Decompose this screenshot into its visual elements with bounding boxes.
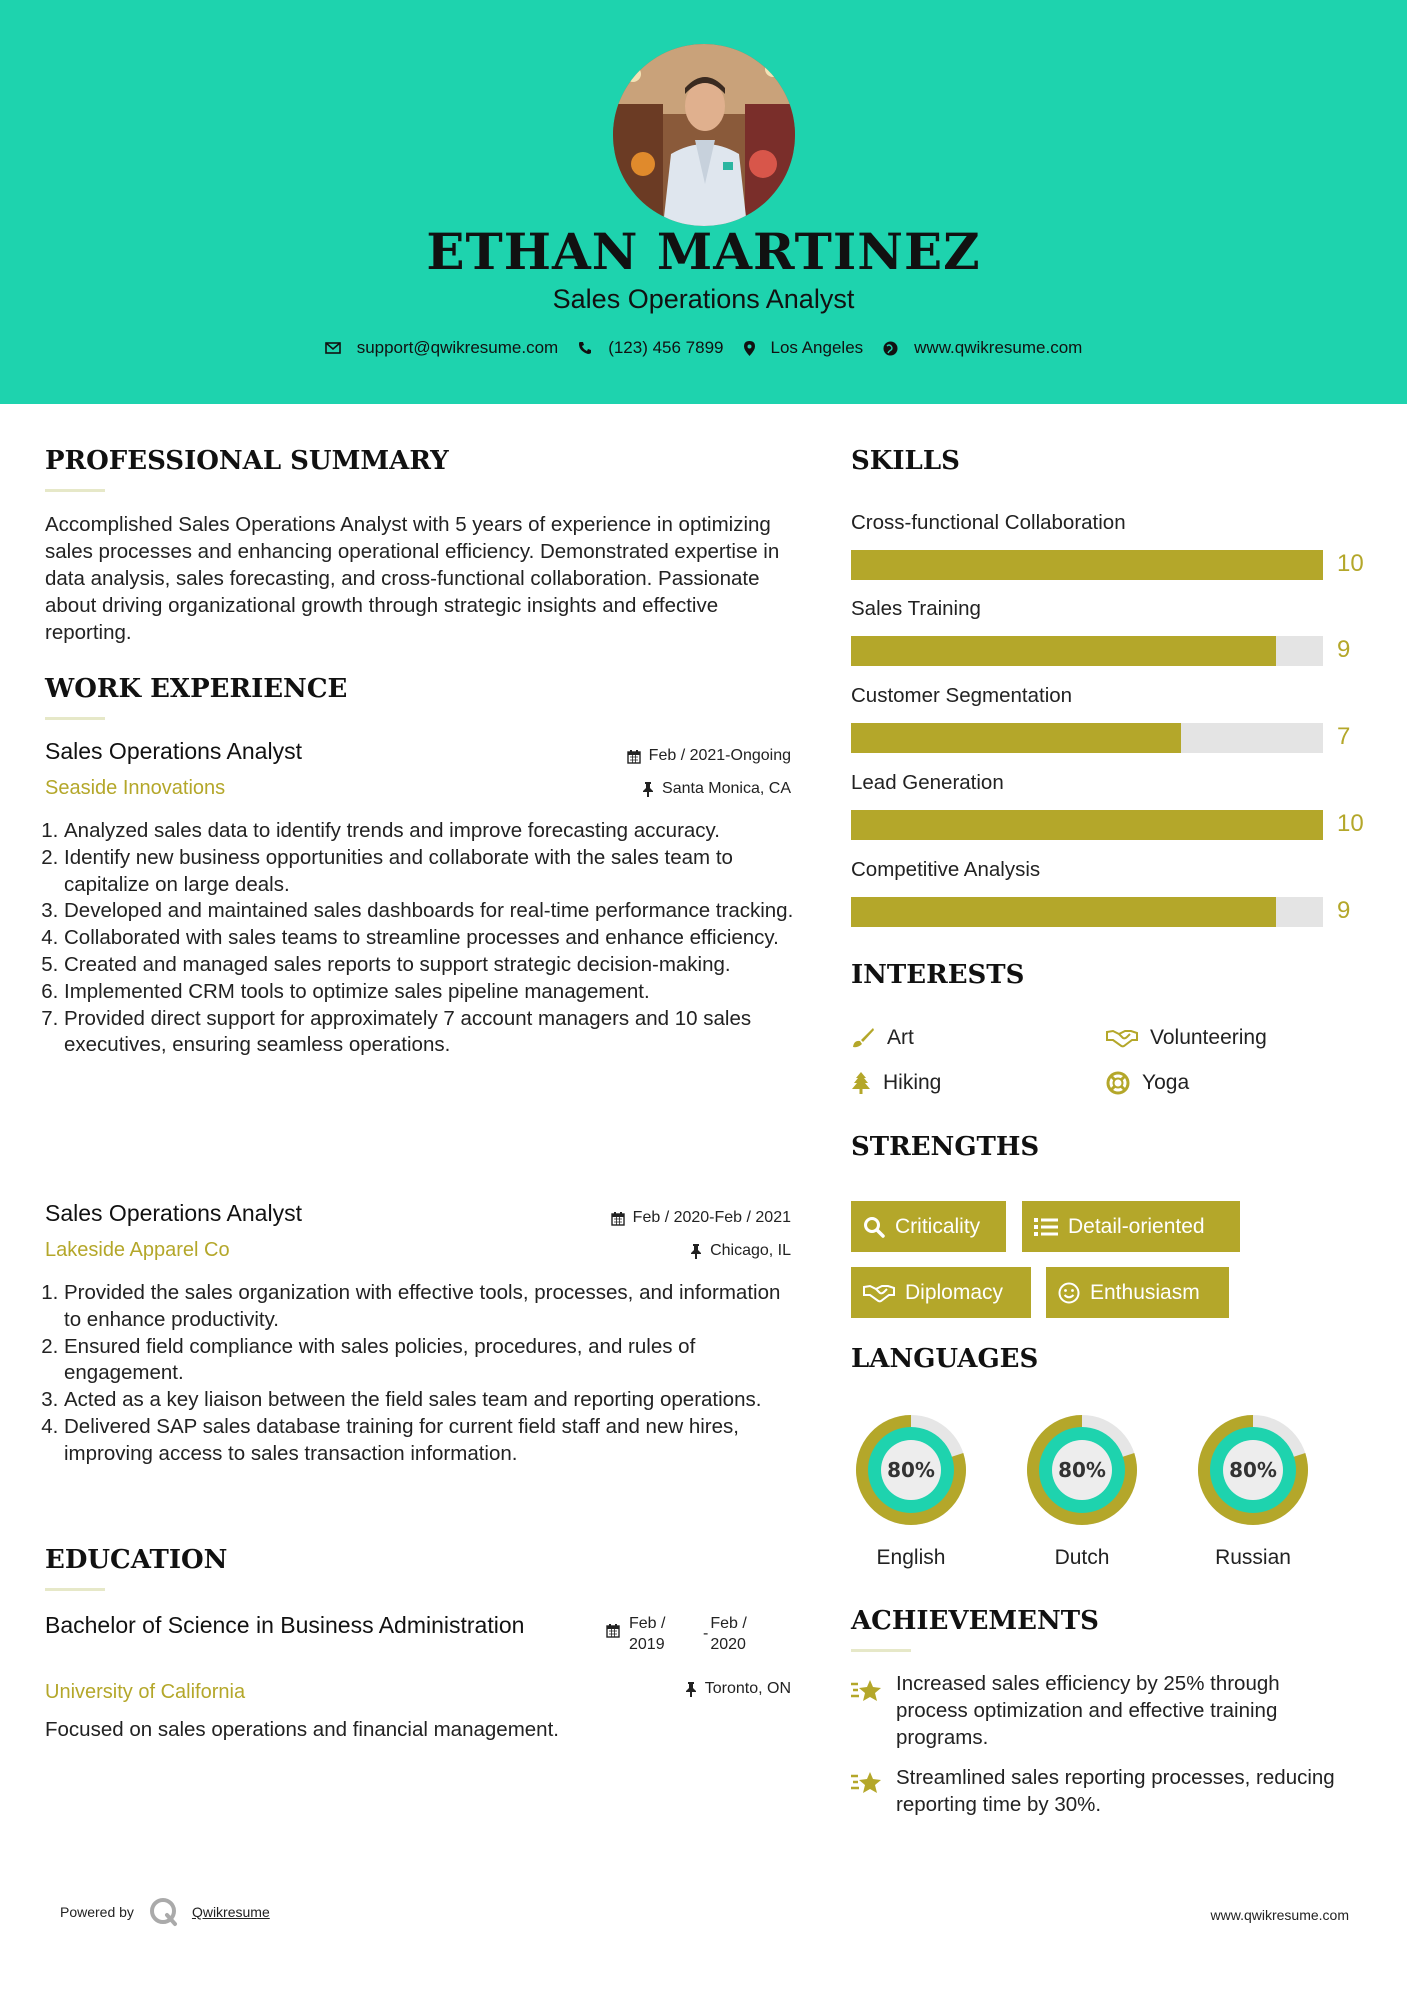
job-1-title: Sales Operations Analyst	[45, 738, 302, 764]
education-end: Feb / 2020	[710, 1615, 747, 1653]
language-ring	[1192, 1409, 1314, 1531]
candidate-name: ETHAN MARTINEZ	[426, 222, 981, 281]
achievement-item: Streamlined sales reporting processes, reducing reporting time by 30%.	[896, 1766, 1335, 1816]
language-name: Russian	[1215, 1546, 1291, 1569]
language-item	[1021, 1409, 1143, 1570]
summary-rule	[45, 489, 105, 492]
interest-hiking	[851, 1071, 941, 1095]
skill-bar-track	[851, 810, 1323, 840]
strength-tag	[1046, 1267, 1229, 1318]
duty-item: 4. Collaborated with sales teams to streamline processes and enhance efficiency.	[64, 925, 796, 952]
interests-heading: INTERESTS	[851, 960, 1025, 990]
strength-label: Criticality	[895, 1214, 981, 1238]
interest-label: Yoga	[1142, 1071, 1190, 1094]
duty-item: 7. Provided direct support for approximately 7 account managers and 10 sales executives, ensuring seamless operations.	[64, 1006, 796, 1060]
skills-heading: SKILLS	[851, 446, 960, 476]
duty-item: 4. Delivered SAP sales database training for current field staff and new hires, improving access to sales transaction information.	[64, 1414, 796, 1468]
language-percent: 80%	[1229, 1458, 1277, 1482]
language-name: English	[876, 1546, 946, 1569]
education-heading: EDUCATION	[45, 1545, 228, 1575]
school: University of California	[45, 1681, 246, 1703]
skill-label: Competitive Analysis	[851, 858, 1041, 881]
duty-item: 5. Created and managed sales reports to support strategic decision-making.	[64, 952, 796, 979]
powered-by-text: Powered by	[60, 1904, 134, 1920]
education-location-text: Toronto, ON	[704, 1680, 791, 1697]
duty-item: 6. Implemented CRM tools to optimize sales pipeline management.	[64, 979, 796, 1006]
job-2-location-text: Chicago, IL	[710, 1242, 791, 1259]
language-ring	[1021, 1409, 1143, 1531]
contact-email[interactable]	[325, 338, 559, 358]
avatar	[613, 44, 795, 226]
job-1-location-text: Santa Monica, CA	[662, 780, 791, 797]
skill-label: Lead Generation	[851, 771, 1004, 794]
pushpin-icon	[690, 1244, 702, 1259]
qwikresume-logo-icon	[148, 1896, 180, 1928]
strength-label: Detail-oriented	[1068, 1214, 1205, 1238]
tree-icon	[851, 1072, 871, 1094]
skill-bar-fill	[851, 810, 1323, 840]
map-pin-icon	[744, 341, 755, 356]
job-2-title: Sales Operations Analyst	[45, 1200, 302, 1226]
experience-rule	[45, 717, 105, 720]
list-icon	[1034, 1217, 1058, 1237]
interest-volunteering	[1106, 1026, 1267, 1050]
phone-icon	[578, 341, 592, 355]
duty-item: 1. Analyzed sales data to identify trends and improve forecasting accuracy.	[64, 818, 796, 845]
interest-label: Hiking	[883, 1071, 942, 1094]
languages-heading: LANGUAGES	[851, 1344, 1039, 1374]
email-text: support@qwikresume.com	[356, 338, 559, 357]
job-2-dates-text: Feb / 2020-Feb / 2021	[632, 1209, 791, 1226]
summary-heading: PROFESSIONAL SUMMARY	[45, 446, 449, 476]
duty-item: 3. Developed and maintained sales dashboards for real-time performance tracking.	[64, 898, 796, 925]
duty-item: 2. Identify new business opportunities and collaborate with the sales team to capitalize on large deals.	[64, 845, 796, 899]
education-dates	[606, 1613, 758, 1655]
smile-icon	[1058, 1282, 1080, 1304]
candidate-title: Sales Operations Analyst	[552, 284, 855, 314]
achievements-rule	[851, 1649, 911, 1652]
contact-phone[interactable]	[578, 338, 723, 358]
skill-value: 9	[1337, 636, 1351, 663]
skill-bar-track	[851, 636, 1323, 666]
strength-label: Diplomacy	[905, 1280, 1004, 1304]
date-separator-dash: -	[703, 1625, 709, 1642]
skill-bar-fill	[851, 636, 1276, 666]
job-1-company: Seaside Innovations	[45, 777, 226, 799]
skill-value: 10	[1337, 550, 1364, 577]
interest-yoga	[1106, 1071, 1189, 1095]
calendar-icon	[611, 1211, 625, 1226]
duty-item: 2. Ensured field compliance with sales policies, procedures, and rules of engagement.	[64, 1334, 796, 1388]
qwikresume-link[interactable]: Qwikresume	[191, 1904, 270, 1920]
location-text: Los Angeles	[770, 338, 864, 357]
envelope-icon	[325, 341, 341, 355]
globe-icon	[883, 341, 898, 356]
education-location	[480, 1680, 791, 1698]
calendar-icon	[606, 1623, 620, 1638]
interest-label: Art	[887, 1026, 914, 1049]
duty-item: 1. Provided the sales organization with effective tools, processes, and information to enhance productivity.	[64, 1280, 796, 1334]
language-ring	[850, 1409, 972, 1531]
language-percent: 80%	[1058, 1458, 1106, 1482]
paintbrush-icon	[851, 1027, 875, 1049]
education-description: Focused on sales operations and financial management.	[45, 1718, 559, 1741]
calendar-icon	[627, 749, 641, 764]
degree: Bachelor of Science in Business Administration	[45, 1612, 525, 1638]
strength-tag	[851, 1267, 1031, 1318]
duty-item: 3. Acted as a key liaison between the field sales team and reporting operations.	[64, 1387, 796, 1414]
language-name: Dutch	[1054, 1546, 1110, 1569]
contact-row	[0, 338, 1407, 358]
job-1-location	[480, 780, 791, 798]
skill-value: 7	[1337, 723, 1351, 750]
search-icon	[863, 1216, 885, 1238]
star-award-icon	[850, 1676, 884, 1706]
lifering-icon	[1106, 1071, 1130, 1095]
skill-bar-track	[851, 550, 1323, 580]
experience-heading: WORK EXPERIENCE	[45, 674, 348, 704]
education-rule	[45, 1588, 105, 1591]
skill-label: Customer Segmentation	[851, 684, 1073, 707]
strength-tag	[1022, 1201, 1240, 1252]
resume-header	[0, 0, 1407, 404]
summary-text: Accomplished Sales Operations Analyst with 5 years of experience in optimizing sales processes and enhancing operational efficiency. Demonstrated expertise in data analysis, sales forecasting, and cross-functional collaboration. Passionate about driving organizational growth through strategic insights and effective reporting.	[45, 513, 780, 644]
job-2-company: Lakeside Apparel Co	[45, 1239, 230, 1261]
phone-text: (123) 456 7899	[608, 338, 724, 357]
job-1-dates-text: Feb / 2021-Ongoing	[648, 747, 791, 764]
education-start: Feb / 2019	[629, 1615, 666, 1653]
skill-label: Cross-functional Collaboration	[851, 511, 1126, 534]
pushpin-icon	[685, 1682, 697, 1697]
strength-tag	[851, 1201, 1006, 1252]
skill-bar-fill	[851, 550, 1323, 580]
language-percent: 80%	[887, 1458, 935, 1482]
star-award-icon	[850, 1768, 884, 1798]
skill-value: 10	[1337, 810, 1364, 837]
job-2-location	[480, 1242, 791, 1260]
skill-bar-fill	[851, 897, 1276, 927]
job-1-dates	[480, 747, 791, 765]
skill-bar-track	[851, 897, 1323, 927]
handshake-icon	[863, 1283, 895, 1303]
strength-label: Enthusiasm	[1090, 1280, 1200, 1304]
contact-website[interactable]	[883, 338, 1082, 358]
footer-powered-by	[60, 1896, 270, 1928]
job-2-duties	[36, 1280, 796, 1468]
handshake-icon	[1106, 1028, 1138, 1048]
pushpin-icon	[642, 782, 654, 797]
language-item	[850, 1409, 972, 1570]
job-2-dates	[480, 1209, 791, 1227]
skill-bar-track	[851, 723, 1323, 753]
job-1-duties	[36, 818, 796, 1059]
skill-value: 9	[1337, 897, 1351, 924]
achievement-item: Increased sales efficiency by 25% through process optimization and effective training programs.	[896, 1672, 1280, 1749]
footer-website[interactable]: www.qwikresume.com	[1210, 1907, 1349, 1923]
interest-label: Volunteering	[1150, 1026, 1267, 1049]
interest-art	[851, 1026, 914, 1050]
contact-location	[744, 338, 864, 358]
language-item	[1192, 1409, 1314, 1570]
achievements-heading: ACHIEVEMENTS	[851, 1606, 1099, 1636]
skill-label: Sales Training	[851, 597, 981, 620]
website-text: www.qwikresume.com	[914, 338, 1083, 357]
strengths-heading: STRENGTHS	[851, 1132, 1040, 1162]
skill-bar-fill	[851, 723, 1181, 753]
